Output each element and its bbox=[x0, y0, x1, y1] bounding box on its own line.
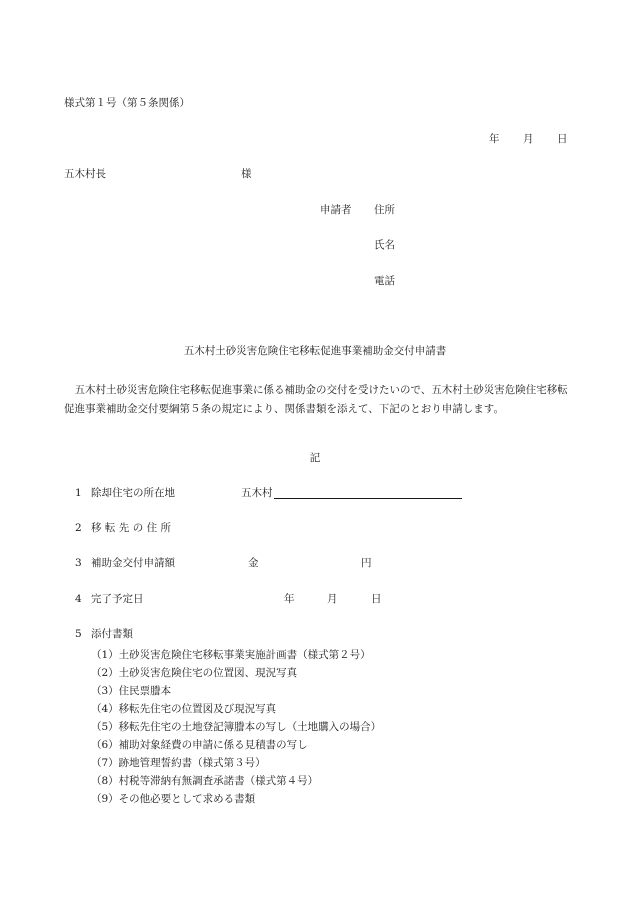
item-4-year: 年 bbox=[284, 593, 295, 605]
date-day-label: 日 bbox=[557, 133, 568, 145]
attachment-item: （2）土砂災害危険住宅の位置図、現況写真 bbox=[91, 667, 298, 679]
applicant-phone-label: 電話 bbox=[374, 275, 395, 287]
attachment-item: （7）跡地管理誓約書（様式第３号） bbox=[91, 757, 266, 769]
item-3-en: 円 bbox=[361, 557, 372, 569]
form-number: 様式第１号（第５条関係） bbox=[64, 97, 190, 109]
attachment-item: （3）住民票謄本 bbox=[91, 685, 172, 697]
attachment-list bbox=[91, 646, 381, 808]
item-1-label: 除却住宅の所在地 bbox=[91, 487, 175, 499]
item-5-number: 5 bbox=[75, 628, 82, 640]
applicant-name-label: 氏名 bbox=[374, 239, 395, 251]
attachment-item: （1）土砂災害危険住宅移転事業実施計画書（様式第２号） bbox=[91, 649, 371, 661]
addressee-mayor: 五木村長 bbox=[64, 168, 106, 180]
item-2-number: 2 bbox=[75, 522, 82, 534]
item-3-number: 3 bbox=[75, 557, 82, 569]
item-1-value: 五木村 bbox=[241, 487, 273, 499]
ki-heading: 記 bbox=[309, 452, 321, 464]
addressee-honorific: 様 bbox=[241, 168, 252, 180]
attachment-item: （9）その他必要として求める書類 bbox=[91, 793, 256, 805]
attachment-item: （6）補助対象経費の申請に係る見積書の写し bbox=[91, 739, 308, 751]
item-4-day: 日 bbox=[371, 593, 382, 605]
item-1-number: 1 bbox=[75, 487, 82, 499]
item-1-underline bbox=[274, 498, 462, 499]
applicant-label: 申請者 bbox=[320, 204, 352, 216]
attachment-item: （8）村税等滞納有無調査承諾書（様式第４号） bbox=[91, 775, 319, 787]
date-month-label: 月 bbox=[523, 133, 534, 145]
item-4-number: 4 bbox=[75, 593, 82, 605]
attachment-item: （4）移転先住宅の位置図及び現況写真 bbox=[91, 703, 277, 715]
item-2-label: 移転先の住所 bbox=[91, 522, 175, 534]
attachment-item: （5）移転先住宅の土地登記簿謄本の写し（土地購入の場合） bbox=[91, 721, 382, 733]
body-paragraph: 五木村土砂災害危険住宅移転促進事業に係る補助金の交付を受けたいので、五木村土砂災害危険住宅移転促進事業補助金交付要綱第５条の規定により、関係書類を添えて、下記のとおり申請します。 bbox=[64, 384, 568, 415]
item-4-month: 月 bbox=[327, 593, 338, 605]
item-3-label: 補助金交付申請額 bbox=[91, 557, 175, 569]
applicant-address-label: 住所 bbox=[374, 204, 395, 216]
item-5-label: 添付書類 bbox=[91, 628, 133, 640]
item-3-kin: 金 bbox=[248, 557, 259, 569]
item-4-label: 完了予定日 bbox=[91, 593, 144, 605]
document-title: 五木村土砂災害危険住宅移転促進事業補助金交付申請書 bbox=[183, 345, 447, 357]
date-year-label: 年 bbox=[489, 133, 500, 145]
